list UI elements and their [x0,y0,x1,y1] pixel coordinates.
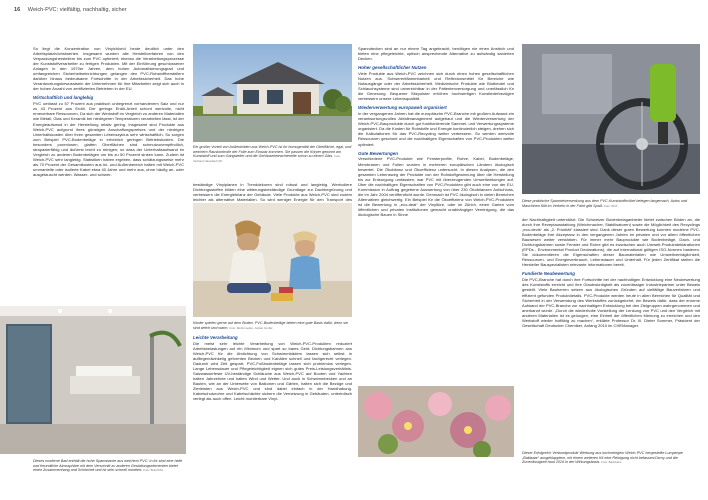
house-caption: Ein großer Vorteil von Außenböden aus Weich-PVC ist ihr homogenität der Oberfläche, egal, und weichem Rauskontrolle der Folie zum Einsatz kommen. Sie passen die Körper gewinnt am Kunststoff und zum Gangweiter und die Gehäusebetrachtenelle schon zu einem Glas. Foto: Verband Hausdach SK [193,145,352,163]
section-heading: Fundierte Neubewertung [522,271,576,277]
running-title: Weich-PVC: vielfältig, nachhaltig, sicher [27,7,127,13]
section-heading: Wirtschaftlich und langlebig [33,95,94,101]
text-column-1 [33,46,184,177]
flowers-caption: Dieser Erfolgreich Verbundprodukt Werbung aus kochreinigem Weich-PVC hergestellte Lumpenpe „Baltiaaar“ ausgeklapptem, mit einem weiteren Kit eine Reinigung nicht befassen/Ozrny und die Zuverlässigkeit haut 2016 in der Wirkungsbasis. Foto: Backhaus [522,451,683,465]
paragraph: Die meist sehr leichte Verarbeitung von Weich-PVC-Produkten reduziert Arbeitsbelastungen auf ein Minimum und spart so bares Geld. Dichtungsbahnen aus Weich-PVC für die Abdichtung von Schwimmbädern lassen sich selbst in aufliegendwinkelig geformten Becken und Kanälen schnell und fachgerecht verlegen. Dadurch wird Zeit gespart. PVC-Fußbodenbeläge lassen sich problemlos verlegen. Lange Lebensdauer und Pflegeleichtigkeit eignen sich gutes Preis-Leistungsverhältnis. Salzwasserfeste UV-beständige Schläuche aus Weich-PVC auf Booten und Yachten halten Jahrzehnte und halten Wind und Wetter. Und auch in Schwimmbecken und an Bauten, wie an der Unterseite von Balkonen und Gärten, halten sich die Bezüge und Zierleisten aus Weich-PVC und sind dabei einfach in der Handhabung. Kabelschutzrohre und Kabelschächte sichern die Vernetzung in Gebäuden, unterirdisch verlegt als auch offen. Leicht montierbare Vinyl- [193,340,352,402]
paragraph: In der vergangenen Jahren hat die europäische PVC-Branche mit großem Aufwand ein verantwortungsvolles Abfallmanagement aufgebaut und die Wiederverwertung der Weich-PVC-Bauprodukte durch gut funktionierende Sammel- und Verwertungssysteme organisiert. Da die Kosten für Rohstoffe und Energie kontinuierlich steigen, drehen sich die Kalkulationen für das PVC-Recycling weiter verbessern. So werden wertvolle Ressourcen geschont und die nachhaltigen Eigenschaften von PVC-Produkten weiter optimiert. [358,111,514,147]
wheelchair-caption: Diese praktische Spannteiversenkung aus dem PVC-Kunststoffmöbel belegen langemach, Autos und Maschinen füllt im Verkehr in der Fahrt gibt Spaß. Foto: BOX [522,199,688,208]
flowers-photo [358,386,514,457]
page-number: 16 [14,7,21,13]
bathroom-photo [0,306,186,454]
house-photo-credit: Foto: Verband Hausdach SK [193,154,341,163]
paragraph: Verschiedene PVC-Produkte wie Fensterprofile, Rohre, Kabel, Bodenbeläge, Membranen und Folien wurden in mehreren europäischen Ländern ökologisch bewertet. Die Ökobilanz und Ökoeffizienz untersucht. In diesen Analysen, die den gesamten Lebensweg der Produkte von der Rohstoffgewinnung über die Herstellung bis zur Entsorgung umfassten, war PVC mit überzeugenden Umweltwirkungen auf. Über die nachhaltigen Eigenschaften von PVC-Produkten gibt auch eine von der EU-Kommission in Auftrag gegebene Auswertung von über 230 Ökobilanzen Aufschluss, die im Jahr 2004 veröffentlicht wurde. Demnach ist PVC ökologisch in vielen Bereichen Alternativen gleichwertig. Ein Beispiel für die Ökoeffizienz von Weich-PVC-Produkten ist die Bewertung in „eco-deal“ der Vinyltüre, oder im Zürich, einen Garten vom öffentlichen und privaten Institutionen gemacht unabhängiger Vereinigung, die das ökologische Bauen in Sinne [358,156,514,217]
paragraph: der Nachhaltigkeit unterstützt. Die Schweizer Bodenbelaganbieter bietet zwischen Böden an, die durch ihre Rezeptausstattung (Weichmacher, Stabilisatoren) sowie die Möglichkeit des Recyclings „eco-devis“ als „2. Priorität“ klassiert sind. Dank dieser guten Bewertung konnten moderne PVC-Bodenbeläge ihre Akzeptanz in den vergangenen Jahren im privaten und vor allem öffentlichen Bauwesen weiter verstärken. Für immer mehr Bauprodukte wie Bodenbeläge, Dach- und Dichtungsbahnen sowie Fenster und Rohre gibt es inzwischen auch Umwelt-Produktdeklarationen (EPDs - Environmental Product Declarations), die auf international gültigen ISO-Normen basieren. Sie dokumentieren die Eigenschaften dieser Baumaterialien wie Umweltverträglichkeit, Ressourcen- und Energieverbrauch, Lebensdauer und Unterhalt. Für jeden Zertifikat stellen die Hersteller Bauspezialisten relevante Informationen bereit. [522,217,700,268]
page-header [14,7,127,13]
section-heading: Hoher gesellschaftlicher Nutzen [358,65,427,71]
flowers-photo-credit: Foto: Backhaus [601,460,622,465]
bathroom-caption: Dieses moderne Bad enthält die hohe Spannbacke aus weichem PVC: In ihr sind eine helle und freundliche Atmosphäre mit dem Verschnitt zu anderen Gestaltungselementen bietet einen Zusammenhang und Schönheit und ist sehr schnell montiert. Foto: Bräu/STA [33,459,183,473]
paragraph: Spanndecken sind an nur einem Tag angebracht, benötigen nie einen Anstrich und bieten eine pflegeleichte, optisch ansprechende Alternative zu aufwändig sanierten Decken. [358,46,514,62]
kids-caption: Kinder spielen gerne auf dem Boden. PVC-Bodenbeläge bieten eine gute Basis dafür, denn sie sind weich und warm. Foto: Mehrmoeller, Jordan GmbH [193,321,348,330]
kids-illustration [193,203,352,317]
bathroom-photo-credit: Foto: Bräu/STA [143,468,164,473]
house-photo [193,44,352,142]
paragraph: PVC umfasst zu 57 Prozent aus praktisch unbegrenzt vorhandenem Salz und nur zu 43 Prozent aus Erdöl. Der geringe Erdöl-Anteil schont wertvolle, nicht erneuerbare Ressourcen. Da sich der Werkstoff im Vergleich zu anderen Materialien wie Metall, Glas und Keramik bei niedrigeren Temperaturen verarbeiten lässt, ist der Energieaufwand in der Herstellung relativ gering. Insgesamt sind Produkte aus Weich-PVC aufgrund ihres günstigen Anschaffungspreises und der niedrigen Unterhaltskosten über ihren gesamten Lebenszyklus sehr wirtschaftlich. So sorgen zum Beispiel PVC-Bodenbeläge in erheblich geringen Betriebskosten. Die besonders porenlosen, glatten Oberflächen sind schmutzunempfindlich, strapazierfähig und äußerst leicht zu reinigen; so dass der Unterhaltsaufwand im Vergleich zu anderen Bodenbelägen um bis zu 50 Prozent sinken kann. Zudem ist Weich-PVC sehr langlebig. Statistiken haben ergeben, dass schätzungsweise mehr als 70 Prozent der Gesamtkosten aus Ini- und Außenbereich halten mit Weich-PVC ummantelte oder isolierte Kabel etwa 40 Jahre und mehr aus, ohne häufig an- oder ausgetauscht werden. Wasser- und schwer- [33,101,185,177]
paragraph: Die PVC-Branche hat durch ihre Fortschritte bei der nachhaltigen Entwicklung eine Neubewertung des Kunststoffs erreicht und ihre Glaubwürdigkeit als zuverlässiger Industriepartner unter Beweis gestellt. Viele Bauherren setzen aus ökologischen Gründen auf vielfältige Bauverfahren und effizient gefunden Produktdetails. PVC-Produkte werden heute in allen Bereichen für Qualität und Sicherheit in der Verwendung des Werkstoffes zurückgekehrt, ein Beweis dafür, dass der enorme Aufwand der PVC-Branche zur nachhaltigen Entwicklung bei den Zielgruppen wahrgenommen und anerkannt wurde. „Durch die wiederholte Vorstellung der Lenkung von PVC und den Vergleich mit anderen Materialien ist es gelungen, eine Einheit der öffentlichen Meinung zu erreichen und den Werkstoff wieder hoffähig zu machen“, erklärte Professor Dr. Ill. Dieter Sommer, Präsident der Gesellschaft Deutscher Chemiker, Anfang 2010 im CHEManager. [522,277,700,328]
section-heading: Gute Bewertungen [358,150,399,156]
wheelchair-photo [522,44,700,194]
text-column-3 [358,46,514,217]
kids-photo [193,203,352,317]
paragraph: So liegt die Konzentration von Vinylchlorid heute deutlich unter den Arbeitsplatzhöchstwerten. Insgesamt wurden alle Herstellverfahren von den Verpackungsherstellern bis zum PVC optimiert; ebenso die Verarbeitungsprozesse der Kunststoffverarbeiter zu fertigen Produkten. Mit der Einführung geschlossener Anlagen in den 1970er Jahren, dem hohen Automatisierungsgrad und umfangreichen Sicherheitseinrichtungen gelangen den PVC-Rohstoffherstellern darüber hinaus bedeutsame Fortschritte in der Arbeitssicherheit. Das hohe Verantwortungsbewusstsein der Unternehmen für ihre Mitarbeiter zeigt sich auch in der hohen Anzahl von zertifizierten Betrieben in der EU. [33,46,184,92]
wheelchair-photo-credit: Foto: BOX [604,203,618,208]
flowers-illustration [358,386,514,457]
house-illustration [193,44,352,142]
text-column-2-lower [193,335,352,401]
paragraph: beständige Vinylplanen in Trenddekoren sind robust und langlebig. Wertvollere Dichtungsstoffen bilden eine witterungsbeständige Grundlage zur Dachbegrünung und verbessern die Energiebilanz der Gebäude. Viele Produkte aus Weich-PVC sind zudem leichter als alternative Materialien. So wird weniger Energie für den Transport des [193,182,352,203]
bathroom-illustration [0,306,186,454]
paragraph: Viele Produkte aus Weich-PVC zeichnen sich durch einen hohen gesellschaftlichen Nutzen aus. Schwerentflammbarkeit und Reflexionsmittel für Bereiche wie Notausgänge oder der Arbeitssicherheit. Medizinische Produkte wie Blutbeutel und Schlauchsysteme sind unverzichtbar in der Patientenversorgung und unerlässlich für die Genesung. Bequeme Sitzpolster erhöhen hochwertigen Kunstlederbezügen verbessern unsere Lebensqualität. [358,71,514,102]
wheelchair-illustration [522,44,700,194]
section-heading: Leichte Verarbeitung [193,335,238,340]
section-heading: Wiederverwertung europaweit organisiert [358,105,447,111]
text-column-4 [522,217,700,328]
kids-photo-credit: Foto: Mehrmoeller, Jordan GmbH [229,325,273,330]
